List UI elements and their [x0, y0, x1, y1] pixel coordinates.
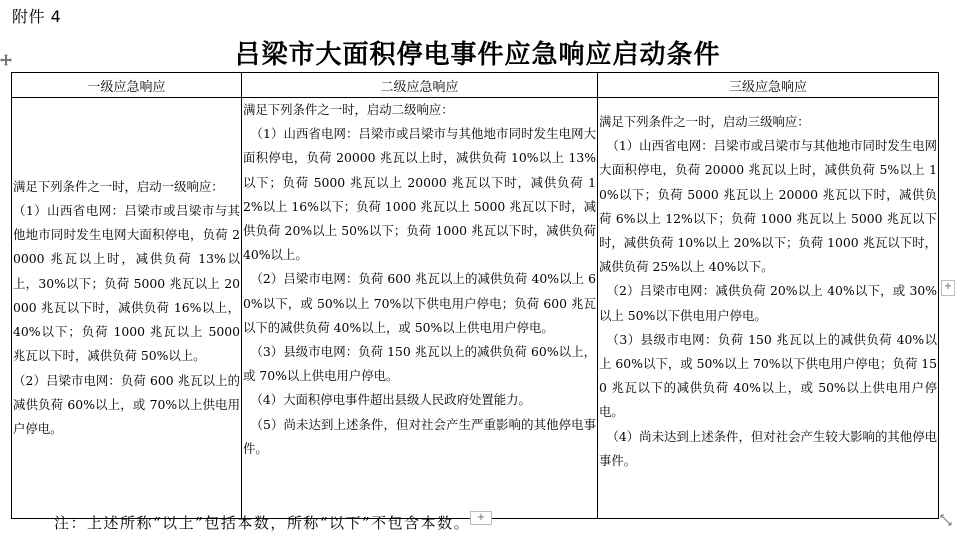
level-3-conditions-cell[interactable]	[598, 98, 939, 519]
footnote: 注：上述所称“以上”包括本数，所称“以下”不包含本数。	[54, 514, 471, 532]
level-2-item-2: （2）吕梁市电网：负荷 600 兆瓦以上的减供负荷 40%以上 60%以下，或 50%以上 70%以下供电用户停电；负荷 600 兆瓦以下的减供负荷 40%以上，或 50%以上供电用户停电。	[243, 271, 596, 335]
level-2-intro: 满足下列条件之一时，启动二级响应：	[243, 102, 454, 117]
level-1-item-2: （2）吕梁市电网：负荷 600 兆瓦以上的减供负荷 60%以上，或 70%以上供电用户停电。	[13, 372, 240, 436]
level-3-item-4: （4）尚未达到上述条件，但对社会产生较大影响的其他停电事件。	[599, 428, 937, 468]
level-3-item-1: （1）山西省电网：吕梁市或吕梁市与其他地市同时发生电网大面积停电，负荷 20000 兆瓦以上时，减供负荷 5%以上 10%以下；负荷 5000 兆瓦以上 20000 兆瓦以下时，减供负荷 6%以上 12%以下；负荷 1000 兆瓦以上 5000 兆瓦以下时，减供负荷 10%以上 20%以下；负荷 1000 兆瓦以下时，减供负荷 25%以上 40%以下。	[599, 138, 937, 275]
attachment-label: 附件 4	[12, 7, 62, 26]
level-2-item-1: （1）山西省电网：吕梁市或吕梁市与其他地市同时发生电网大面积停电，负荷 20000 兆瓦以上时，减供负荷 10%以上 13%以下；负荷 5000 兆瓦以上 20000 兆瓦以下时，减供负荷 12%以上 16%以下；负荷 1000 兆瓦以上 5000 兆瓦以下时，减供负荷 20%以上 50%以下；负荷 1000 兆瓦以下时，减供负荷 40%以上。	[243, 126, 596, 263]
level-2-item-3: （3）县级市电网：负荷 150 兆瓦以上的减供负荷 60%以上，或 70%以上供电用户停电。	[243, 344, 596, 384]
header-level-2: 二级应急响应	[242, 73, 598, 98]
level-1-item-1: （1）山西省电网：吕梁市或吕梁市与其他地市同时发生电网大面积停电，负荷 20000 兆瓦以上时，减供负荷 13%以上，30%以下；负荷 5000 兆瓦以上 20000 兆瓦以下时，减供负荷 16%以上，40%以下；负荷 1000 兆瓦以上 5000 兆瓦以下时，减供负荷 50%以上。	[13, 203, 240, 364]
add-row-plus-icon[interactable]: +	[470, 511, 492, 525]
level-1-intro: 满足下列条件之一时，启动一级响应：	[13, 178, 224, 194]
table-row	[12, 98, 939, 519]
header-level-3: 三级应急响应	[598, 73, 939, 98]
response-conditions-table-wrapper	[11, 72, 938, 519]
response-conditions-table	[11, 72, 939, 519]
resize-icon[interactable]	[940, 514, 952, 526]
document-title: 吕梁市大面积停电事件应急响应启动条件	[234, 40, 721, 70]
level-2-item-4: （4）大面积停电事件超出县级人民政府处置能力。	[250, 392, 531, 408]
level-3-item-2: （2）吕梁市电网：减供负荷 20%以上 40%以下，或 30%以上 50%以下供电用户停电。	[599, 283, 937, 323]
level-3-intro: 满足下列条件之一时，启动三级响应：	[599, 114, 810, 129]
add-column-plus-icon[interactable]: +	[941, 280, 955, 296]
header-level-1: 一级应急响应	[12, 73, 242, 98]
level-3-item-3: （3）县级市电网：负荷 150 兆瓦以上的减供负荷 40%以上 60%以下，或 50%以上 70%以下供电用户停电；负荷 150 兆瓦以下的减供负荷 40%以上，或 50%以上供电用户停电。	[599, 331, 937, 420]
table-header-row	[12, 73, 939, 98]
level-1-conditions-cell[interactable]	[12, 98, 242, 519]
level-2-conditions-cell[interactable]	[242, 98, 598, 519]
level-2-item-5: （5）尚未达到上述条件，但对社会产生严重影响的其他停电事件。	[243, 416, 596, 456]
move-arrows-icon[interactable]	[0, 54, 12, 66]
